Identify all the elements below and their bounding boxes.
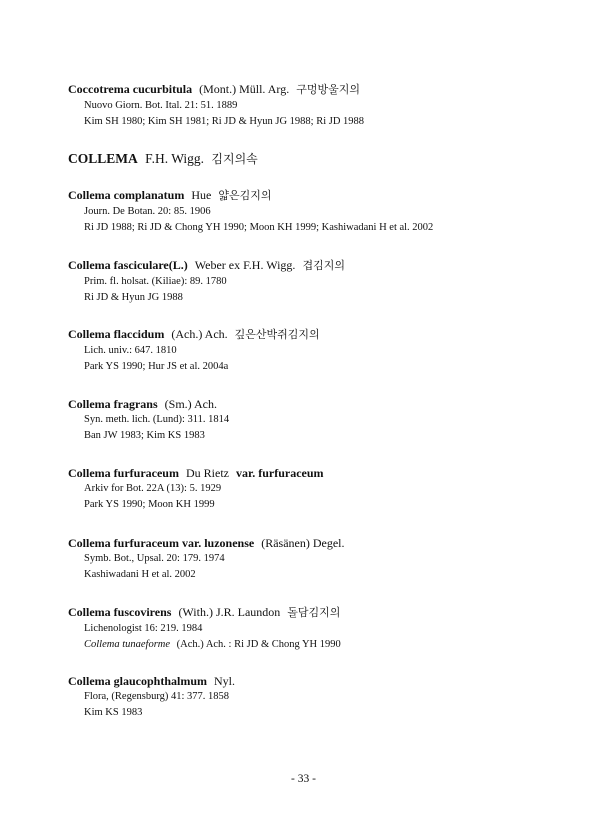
genus-name: COLLEMA [68, 151, 138, 166]
species-heading [68, 535, 588, 551]
reference-list: Ban JW 1983; Kim KS 1983 [84, 430, 205, 441]
species-name: Collema fuscovirens [68, 605, 172, 619]
species-entry [68, 396, 588, 444]
species-author: (Mont.) Müll. Arg. [199, 82, 290, 96]
species-entry [68, 465, 588, 513]
species-entry [68, 257, 588, 306]
species-heading [68, 257, 588, 274]
species-heading [68, 81, 588, 98]
species-name: Collema furfuraceum [68, 466, 179, 480]
species-name: Coccotrema cucurbitula [68, 82, 193, 96]
species-author: (Sm.) Ach. [164, 397, 217, 411]
reference-list: Ri JD & Hyun JG 1988 [84, 292, 183, 303]
species-name: Collema furfuraceum var. luzonense [68, 536, 255, 550]
synonym-reference: (Ach.) Ach. : Ri JD & Chong YH 1990 [176, 639, 341, 650]
species-name: Collema glaucophthalmum [68, 674, 208, 688]
reference-list: Park YS 1990; Moon KH 1999 [84, 499, 215, 510]
synonym-line [68, 637, 588, 653]
citation: Arkiv for Bot. 22A (13): 5. 1929 [84, 483, 222, 494]
citation: Journ. De Botan. 20: 85. 1906 [84, 206, 211, 217]
species-entry [68, 187, 588, 236]
species-author: Weber ex F.H. Wigg. [194, 258, 296, 272]
citation: Lichenologist 16: 219. 1984 [84, 623, 203, 634]
reference-list: Kim SH 1980; Kim SH 1981; Ri JD & Hyun JG 1988; Ri JD 1988 [84, 116, 365, 127]
species-entry [68, 81, 588, 130]
citation: Lich. univ.: 647. 1810 [84, 345, 177, 356]
species-name: Collema fragrans [68, 397, 158, 411]
korean-name: 구멍방울지의 [296, 83, 360, 96]
species-name: Collema flaccidum [68, 327, 165, 341]
species-name: Collema complanatum [68, 188, 185, 202]
reference-list: Kashiwadani H et al. 2002 [84, 569, 196, 580]
species-author: Du Rietz [185, 466, 229, 480]
species-heading [68, 465, 588, 481]
species-name: Collema fasciculare(L.) [68, 258, 188, 272]
species-entry [68, 535, 588, 583]
genus-heading [68, 150, 258, 167]
species-entry [68, 673, 588, 721]
genus-author: F.H. Wigg. [145, 151, 205, 166]
variety-label: var. furfuraceum [235, 466, 324, 480]
korean-name: 얇은김지의 [218, 189, 272, 202]
species-heading [68, 326, 588, 343]
reference-list: Park YS 1990; Hur JS et al. 2004a [84, 361, 229, 372]
species-heading [68, 673, 588, 689]
species-author: Nyl. [214, 674, 236, 688]
species-entry [68, 326, 588, 375]
species-author: (Ach.) Ach. [171, 327, 228, 341]
species-heading [68, 396, 588, 412]
citation: Prim. fl. holsat. (Kiliae): 89. 1780 [84, 276, 227, 287]
korean-name: 돌담김지의 [287, 606, 341, 619]
citation: Symb. Bot., Upsal. 20: 179. 1974 [84, 553, 225, 564]
citation: Syn. meth. lich. (Lund): 311. 1814 [84, 414, 230, 425]
citation: Flora, (Regensburg) 41: 377. 1858 [84, 691, 230, 702]
species-author: (Räsänen) Degel. [261, 536, 345, 550]
page-number: - 33 - [291, 773, 316, 785]
citation: Nuovo Giorn. Bot. Ital. 21: 51. 1889 [84, 100, 238, 111]
korean-name: 깊은산박쥐김지의 [234, 328, 320, 341]
species-author: Hue [191, 188, 212, 202]
species-author: (With.) J.R. Laundon [178, 605, 281, 619]
species-heading [68, 604, 588, 621]
reference-list: Ri JD 1988; Ri JD & Chong YH 1990; Moon KH 1999; Kashiwadani H et al. 2002 [84, 222, 434, 233]
species-entry [68, 604, 588, 653]
korean-name: 겹김지의 [302, 259, 345, 272]
reference-list: Kim KS 1983 [84, 707, 143, 718]
species-heading [68, 187, 588, 204]
synonym-name: Collema tunaeforme [84, 639, 171, 650]
genus-korean-name: 김지의속 [211, 152, 258, 166]
